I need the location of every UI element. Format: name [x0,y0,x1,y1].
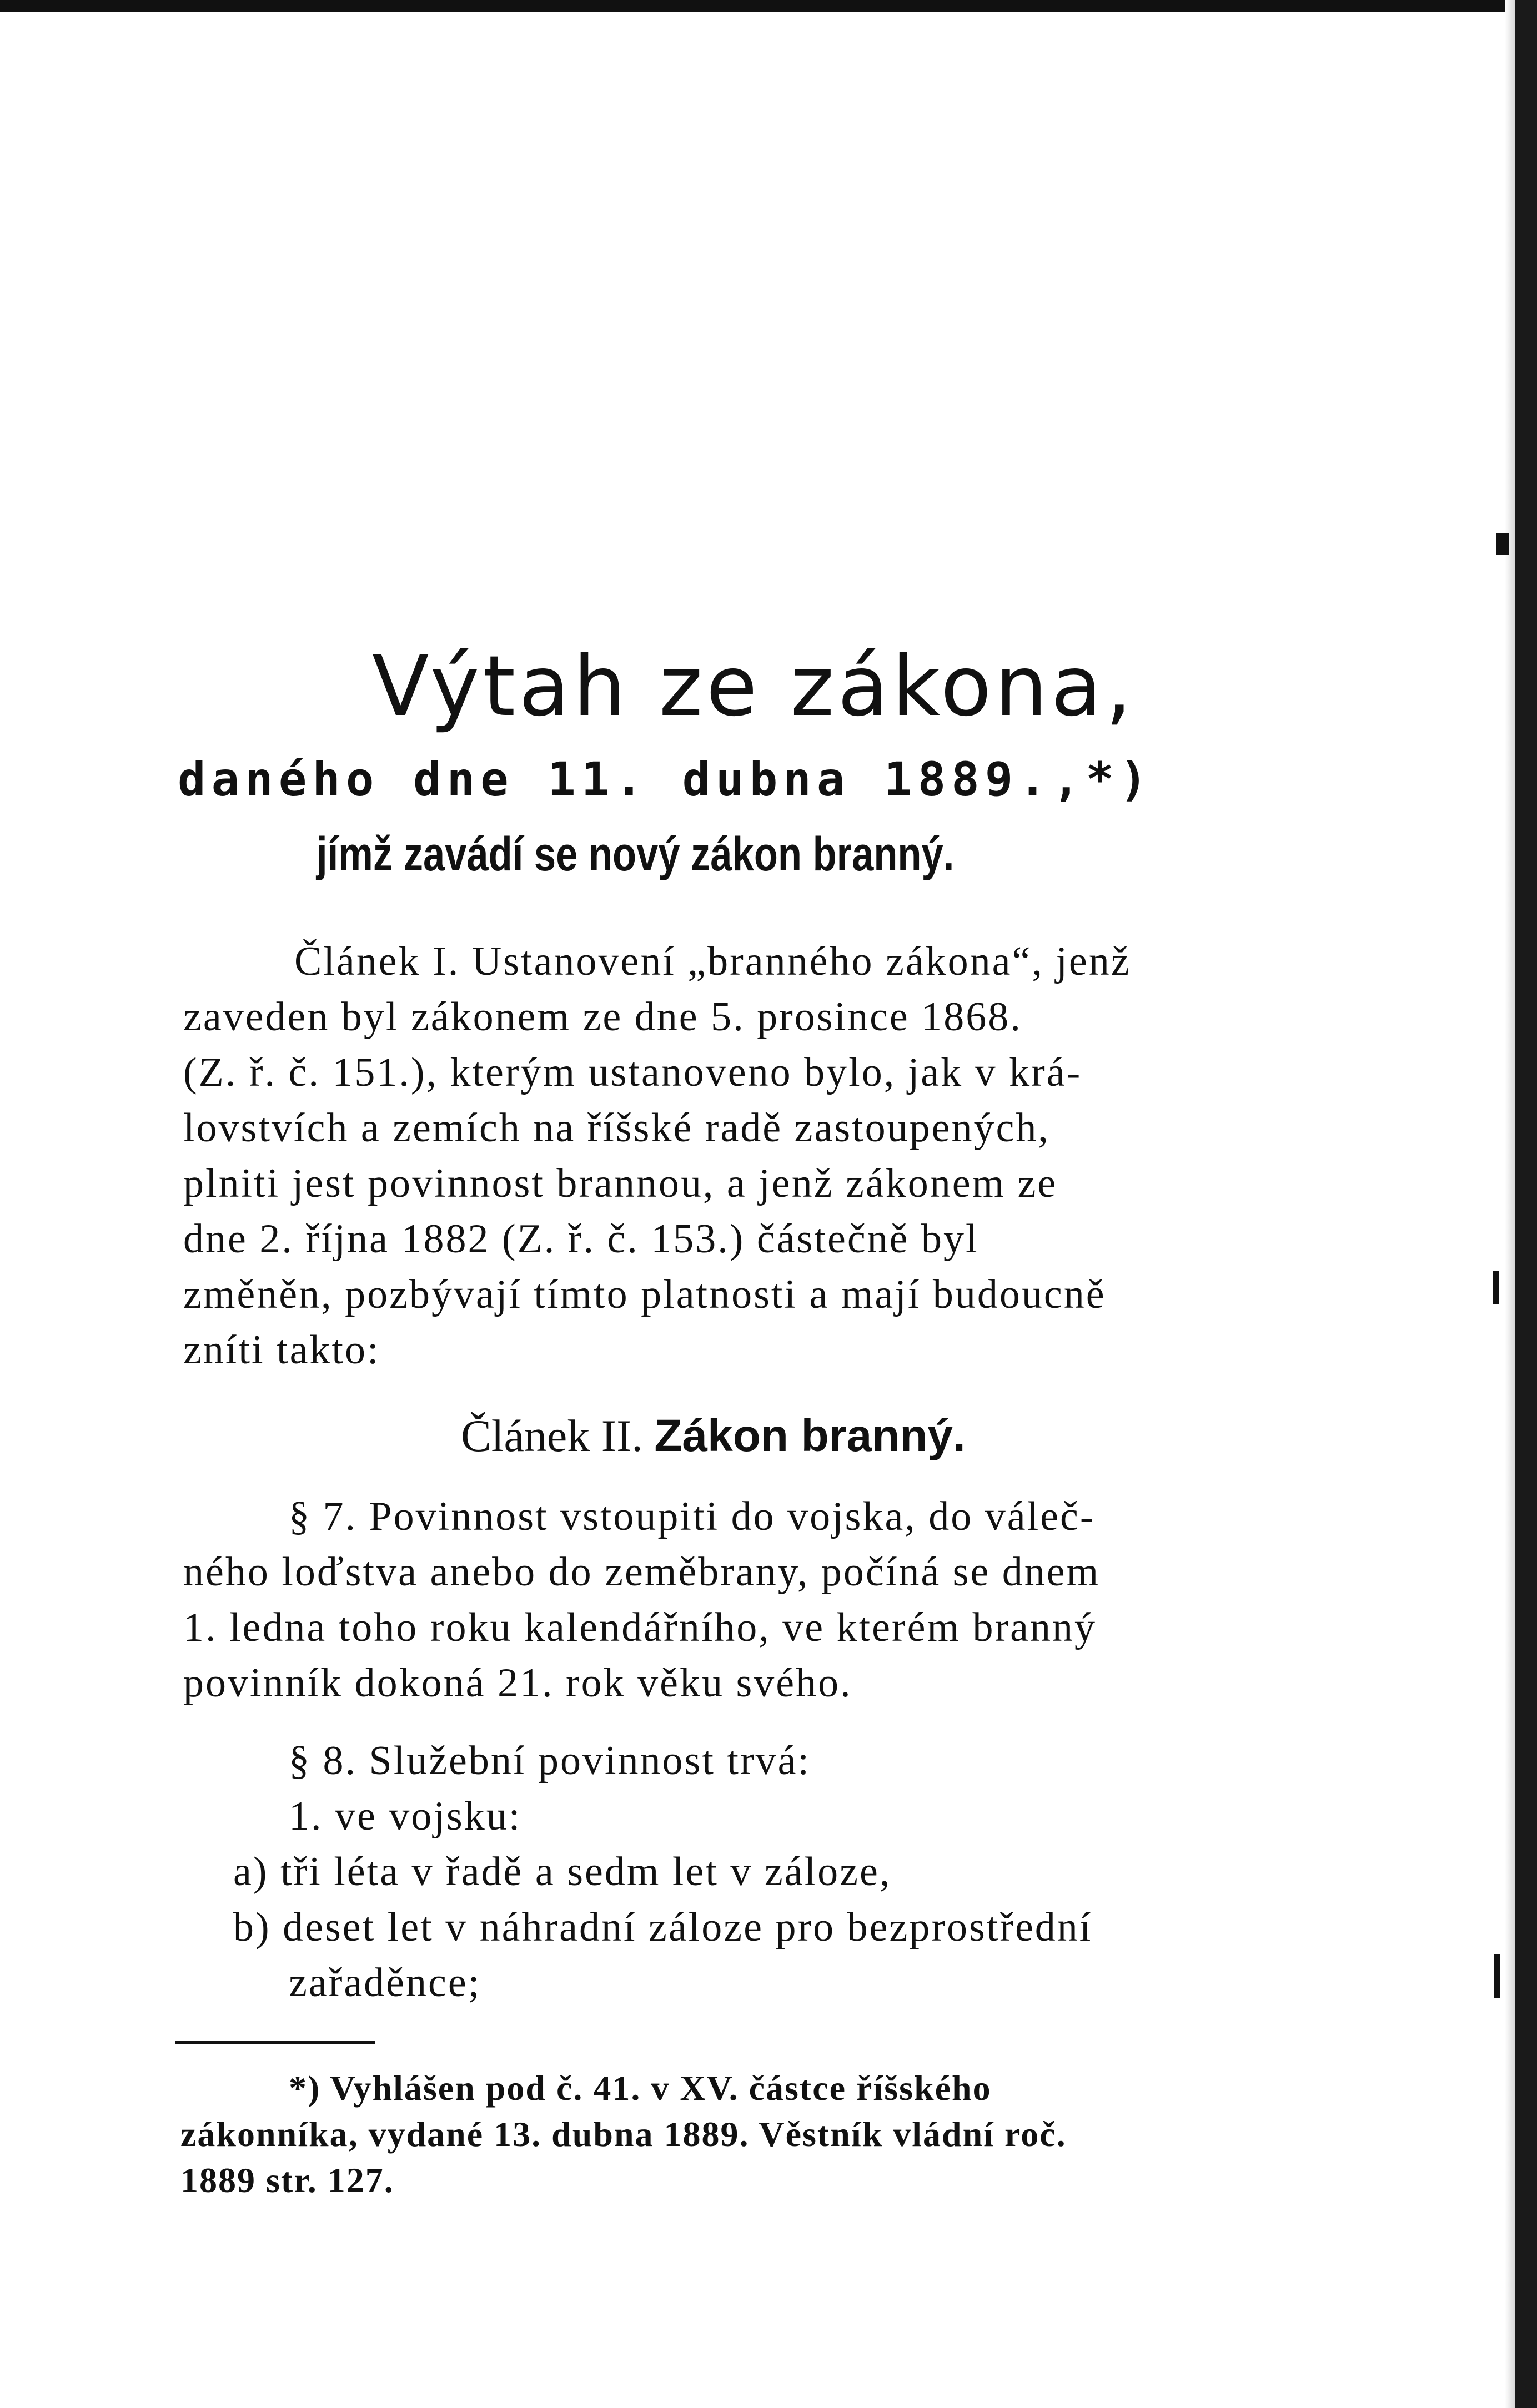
paragraph-line: § 8. Služební povinnost trvá: [289,1738,811,1784]
scan-mark [1494,1954,1500,1998]
paragraph-line: zaveden byl zákonem ze dne 5. prosince 1868. [183,994,1022,1040]
paragraph-line: zařaděnce; [289,1960,481,2006]
article-heading [461,1410,966,1462]
paragraph-line: a) tři léta v řadě a sedm let v záloze, [233,1849,892,1895]
footnote-line: *) Vyhlášen pod č. 41. v XV. částce říšského [289,2068,992,2108]
scan-edge-shadow [1505,0,1515,2408]
paragraph-line: změněn, pozbývají tímto platnosti a mají budoucně [183,1272,1106,1317]
scan-mark [1496,533,1509,555]
paragraph-line: ného loďstva anebo do zeměbrany, počíná se dnem [183,1549,1101,1595]
document-title: Výtah ze zákona, [372,638,1136,735]
paragraph-line: povinník dokoná 21. rok věku svého. [183,1660,852,1706]
footnote-line: zákonníka, vydané 13. dubna 1889. Věstník vládní roč. [180,2114,1067,2154]
paragraph-line: zníti takto: [183,1327,380,1373]
paragraph-line: b) deset let v náhradní záloze pro bezprostřední [233,1905,1093,1950]
footnote-line: 1889 str. 127. [180,2160,394,2200]
scan-mark [1493,1271,1499,1304]
paragraph-line: Článek I. Ustanovení „branného zákona“, jenž [294,939,1131,984]
scan-edge-right [1515,0,1537,2408]
footnote-divider [175,2041,375,2044]
article-title: Zákon branný. [654,1410,966,1461]
document-heading: jímž zavádí se nový zákon branný. [317,828,955,881]
scan-edge-top [0,0,1537,12]
paragraph-line: § 7. Povinnost vstoupiti do vojska, do váleč- [289,1494,1096,1539]
paragraph-line: 1. ve vojsku: [289,1794,522,1839]
document-subtitle: daného dne 11. dubna 1889.,*) [178,752,1153,807]
paragraph-line: (Z. ř. č. 151.), kterým ustanoveno bylo, jak v krá- [183,1050,1082,1095]
paragraph-line: dne 2. října 1882 (Z. ř. č. 153.) částečně byl [183,1216,979,1262]
paragraph-line: plniti jest povinnost brannou, a jenž zákonem ze [183,1161,1058,1206]
article-number: Článek II. [461,1410,643,1461]
paragraph-line: 1. ledna toho roku kalendářního, ve kterém branný [183,1605,1097,1650]
paragraph-line: lovstvích a zemích na říšské radě zastoupených, [183,1105,1050,1151]
